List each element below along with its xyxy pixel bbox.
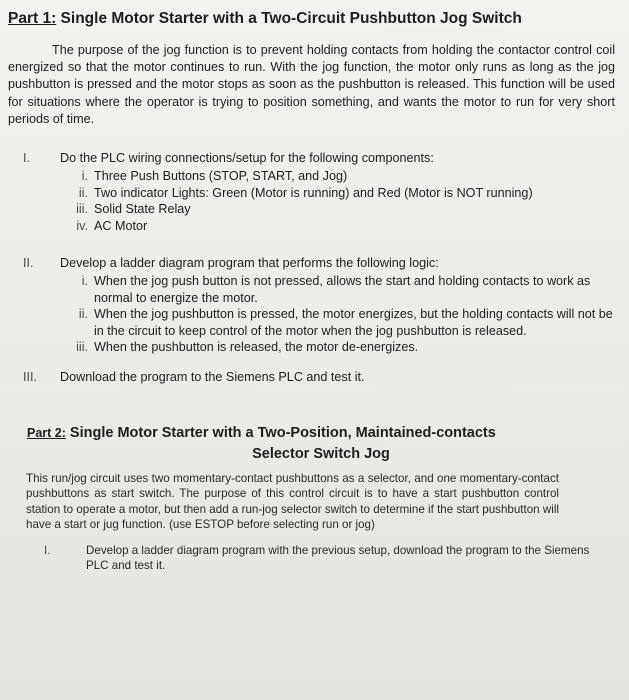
task-text: Develop a ladder diagram program that performs the following logic: <box>60 256 439 271</box>
task-text: Download the program to the Siemens PLC and test it. <box>60 369 365 384</box>
part2-title-line1: Single Motor Starter with a Two-Position, Maintained-contacts <box>65 424 496 441</box>
task-1-subitems <box>60 168 615 234</box>
part1-task-2 <box>8 255 615 356</box>
subitem <box>8 306 615 339</box>
part2-title-line2: Selector Switch Jog <box>252 445 390 462</box>
subitem <box>8 339 615 356</box>
part1-task-1 <box>8 150 615 234</box>
subitem <box>8 185 615 202</box>
subitem-numeral: iv. <box>76 218 88 233</box>
subitem-numeral: iii. <box>76 202 88 217</box>
subitem-text: Two indicator Lights: Green (Motor is running) and Red (Motor is NOT running) <box>94 185 533 200</box>
subitem <box>8 273 615 306</box>
task-2-subitems <box>60 273 615 356</box>
subitem-numeral: i. <box>81 274 88 289</box>
part2-task-1 <box>8 543 615 573</box>
part1-purpose-paragraph: The purpose of the jog function is to prevent holding contacts from holding the contactor control coil energized so that the motor continues to run. With the jog function, the motor only runs as long as the jog pushbutton is pressed and the motor stops as soon as the pushbutton is released. This function will be used for situations where the operator is trying to position something, and wants the motor to run for very short periods of time. <box>8 43 615 126</box>
task-text: Do the PLC wiring connections/setup for the following components: <box>60 151 434 166</box>
subitem-text: When the pushbutton is released, the motor de-energizes. <box>94 340 419 355</box>
task-numeral: I. <box>23 151 30 166</box>
subitem-numeral: ii. <box>78 307 88 322</box>
subitem-text: Three Push Buttons (STOP, START, and Jog) <box>94 169 348 184</box>
part2-description: This run/jog circuit uses two momentary-contact pushbuttons as a selector, and one momentary-contact pushbuttons as start switch. The purpose of this control circuit is to have a start pushbutton control station to operate a motor, but then add a run-jog selector switch to determine if the start pushbutton will have a start or jug function. (use ESTOP before selecting run or jog) <box>26 471 559 532</box>
part1-task-3 <box>8 369 615 386</box>
part1-title: Single Motor Starter with a Two-Circuit Pushbutton Jog Switch <box>56 10 522 27</box>
subitem-text: When the jog pushbutton is pressed, the motor energizes, but the holding contacts will not be in the circuit to keep control of the motor when the jog pushbutton is released. <box>94 307 613 338</box>
subitem-numeral: i. <box>81 169 88 184</box>
part1-label: Part 1: <box>8 10 57 27</box>
subitem <box>8 201 615 218</box>
part1-heading <box>8 8 615 30</box>
task-numeral: III. <box>23 369 37 384</box>
task-numeral: II. <box>23 256 34 271</box>
subitem-numeral: iii. <box>76 340 88 355</box>
section-spacer <box>8 386 615 423</box>
subitem-text: AC Motor <box>94 218 148 233</box>
subitem <box>8 168 615 185</box>
subitem <box>8 218 615 235</box>
subitem-text: Solid State Relay <box>94 202 191 217</box>
task-text: Develop a ladder diagram program with the previous setup, download the program to the Siemens PLC and test it. <box>86 543 590 572</box>
subitem-text: When the jog push button is not pressed, allows the start and holding contacts to work as normal to energize the motor. <box>94 274 591 305</box>
part1-task-list <box>8 150 615 386</box>
subitem-numeral: ii. <box>78 185 88 200</box>
part2-label: Part 2: <box>27 425 66 440</box>
part2-heading <box>8 423 615 465</box>
task-numeral: I. <box>44 543 51 557</box>
